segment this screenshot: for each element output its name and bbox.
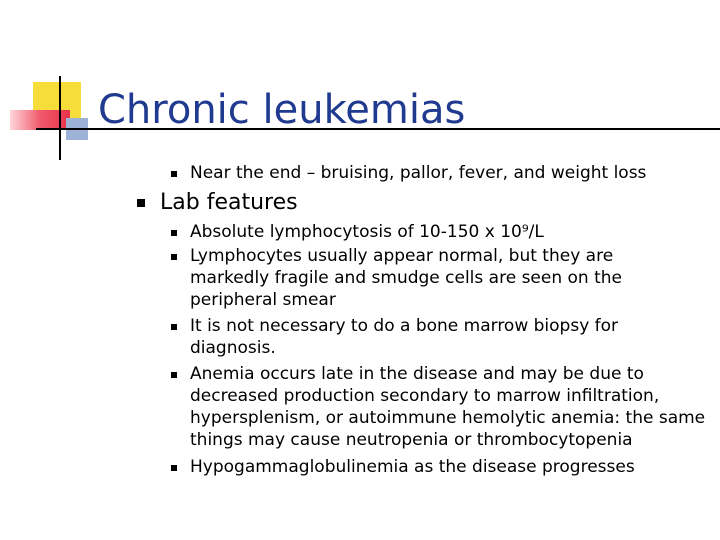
bullet-marker xyxy=(171,465,177,471)
bullet-item: Lymphocytes usually appear normal, but they are markedly fragile and smudge cells are seen on the peripheral smear xyxy=(190,246,622,310)
bullet-item: Anemia occurs late in the disease and may be due to decreased production secondary to marrow infiltration, hypersplenism, or autoimmune hemolytic anemia: the same things may cause neutropenia or thrombocytopenia xyxy=(190,364,706,450)
bullet-item: Absolute lymphocytosis of 10-150 x 10⁹/L xyxy=(190,222,544,242)
bullet-item: It is not necessary to do a bone marrow biopsy for diagnosis. xyxy=(190,316,619,358)
slide-title: Chronic leukemias xyxy=(98,87,466,133)
bullet-item: Hypogammaglobulinemia as the disease progresses xyxy=(190,457,635,477)
title-decoration xyxy=(0,0,720,160)
bullet-marker xyxy=(171,230,177,236)
bullet-marker xyxy=(171,372,177,378)
bullet-marker xyxy=(171,254,177,260)
bullet-marker xyxy=(171,171,177,177)
bullet-marker xyxy=(171,324,177,330)
bullet-marker xyxy=(137,199,145,207)
bullet-item: Near the end – bruising, pallor, fever, and weight loss xyxy=(190,163,647,183)
bullet-item: Lab features xyxy=(160,190,298,215)
